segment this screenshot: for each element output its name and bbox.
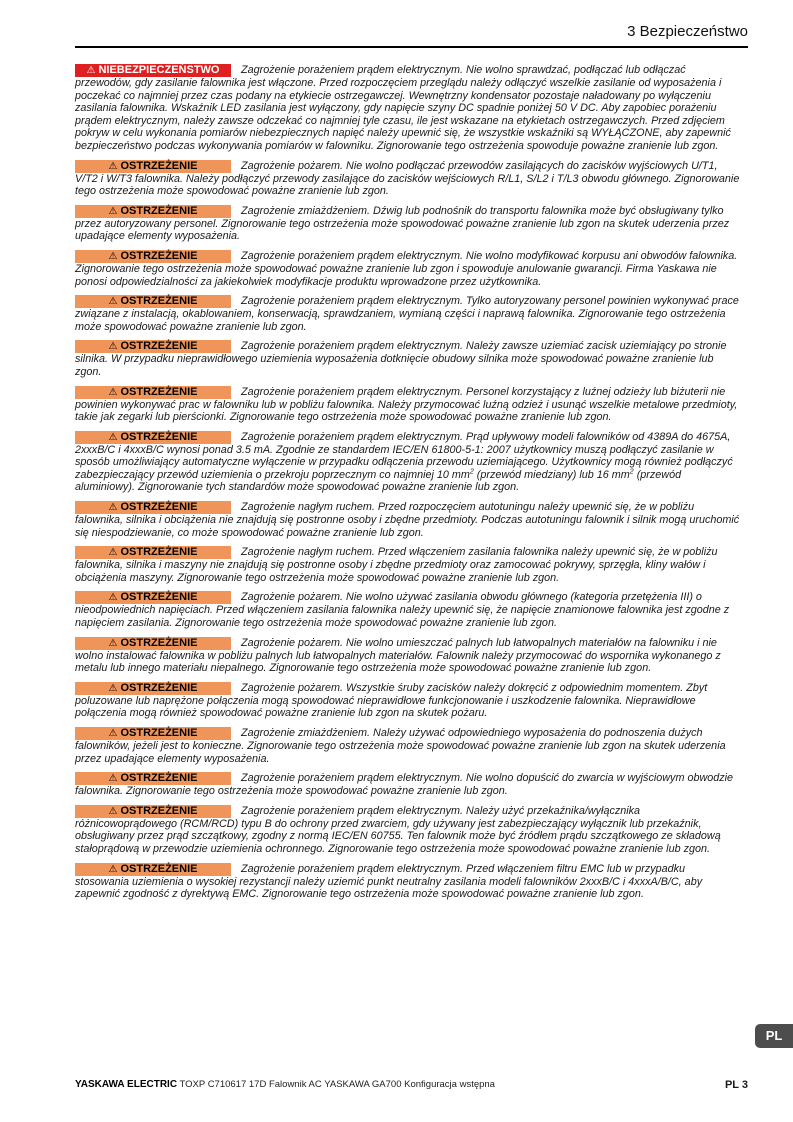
warning-text: Zagrożenie pożarem. Nie wolno podłączać przewodów zasilających do zacisków wyjściowych U/T1, V/T2 i W/T3 falownika. Należy podłączyć przewody zasilające do zacisków wejściowych R/L1, S/L2 i T/L3 obwodu głównego. Zignorowanie tego ostrzeżenia może spowodować poważne zranienie lub zgon. — [75, 159, 740, 198]
warning-badge — [75, 205, 231, 218]
warning-text: Zagrożenie zmiażdżeniem. Dźwig lub podnośnik do transportu falownika może być obsługiwany tylko przez autoryzowany personel. Zignorowanie tego ostrzeżenia może spowodować poważne zranienie lub zgon na skutek uderzenia przez upadające elementy wyposażenia. — [75, 204, 730, 243]
warning-text: Zagrożenie porażeniem prądem elektrycznym. Nie wolno dopuścić do zwarcia w wyjściowym obwodzie falownika. Zignorowanie tego ostrzeżenia może spowodować poważne zranienie lub zgon. — [75, 772, 734, 798]
badge-label: OSTRZEŻENIE — [120, 681, 198, 694]
language-tab: PL — [755, 1024, 793, 1048]
warning-badge — [75, 772, 231, 785]
warning-block — [75, 637, 741, 675]
warning-block — [75, 205, 741, 243]
warning-badge — [75, 386, 231, 399]
warning-triangle-icon: ⚠ — [108, 341, 118, 353]
warning-block — [75, 501, 741, 539]
warning-triangle-icon: ⚠ — [108, 296, 118, 308]
warning-text: Zagrożenie porażeniem prądem elektrycznym. Przed włączeniem filtru EMC lub w przypadku stosowania uziemienia o wysokiej rezystancji należy uziemić punkt neutralny zasilania modeli falowników 2xxxB/C i 4xxxA/B/C, aby zapewnić zgodność z dyrektywą EMC. Zignorowanie tego ostrzeżenia może spowodować poważne zranienie lub zgon. — [75, 862, 703, 901]
warning-badge — [75, 805, 231, 818]
warning-block — [75, 591, 741, 629]
badge-label: OSTRZEŻENIE — [120, 591, 198, 604]
warning-text: Zagrożenie nagłym ruchem. Przed rozpoczęciem autotuningu należy upewnić się, że w pobliżu falownika, silnika i obciążenia nie znajdują się postronne osoby i zbędne przedmioty. Podczas autotuningu falownik i silnik mogą uruchomić się niespodziewanie, co może spowodować poważne zranienie lub zgon. — [75, 501, 740, 539]
warning-block — [75, 682, 741, 720]
badge-label: OSTRZEŻENIE — [120, 546, 198, 559]
warning-block — [75, 295, 741, 333]
warning-triangle-icon: ⚠ — [108, 773, 118, 785]
warning-triangle-icon: ⚠ — [108, 805, 118, 817]
safety-warnings-list — [75, 64, 741, 908]
warning-block — [75, 340, 741, 378]
warning-badge — [75, 682, 231, 695]
warning-text: Zagrożenie zmiażdżeniem. Należy używać odpowiedniego wyposażenia do podnoszenia dużych falowników, jeżeli jest to konieczne. Zignorowanie tego ostrzeżenia może spowodować poważne zranienie lub zgon na skutek uderzenia przez upadające elementy wyposażenia. — [75, 727, 726, 765]
warning-triangle-icon: ⚠ — [108, 547, 118, 559]
warning-block — [75, 250, 741, 288]
warning-text: Zagrożenie porażeniem prądem elektrycznym. Personel korzystający z luźnej odzieży lub biżuterii nie powinien wykonywać prac w falowniku lub w pobliżu falownika. Należy przymocować luźną odzież i usunąć wszelkie metalowe przedmioty, takie jak zegarki lub pierścionki. Zignorowanie tego ostrzeżenia może spowodować poważne zranienie lub zgon. — [75, 385, 738, 424]
badge-label: OSTRZEŻENIE — [120, 204, 198, 217]
warning-badge — [75, 295, 231, 308]
warning-badge — [75, 160, 231, 173]
warning-text: Zagrożenie porażeniem prądem elektrycznym. Należy użyć przekaźnika/wyłącznika różnicowoprądowego (RCM/RCD) typu B do ochrony przed zwarciem, gdy używany jest zabezpieczający wyłącznik lub przekaźnik, obsługiwany przez prąd szczątkowy, zgodny z normą IEC/EN 60755. Ten falownik może być źródłem prądu szczątkowego ze składową stałoprądową w przewodzie uziemienia ochronnego. Zignorowanie tego ostrzeżenia może spowodować poważne zranienie lub zgon. — [75, 804, 721, 855]
badge-label: OSTRZEŻENIE — [120, 636, 198, 649]
superscript: 2 — [469, 468, 474, 476]
section-title: 3 Bezpieczeństwo — [627, 23, 748, 40]
badge-label: OSTRZEŻENIE — [120, 340, 198, 353]
page-header — [75, 20, 748, 48]
warning-text: Zagrożenie pożarem. Nie wolno umieszczać palnych lub łatwopalnych materiałów na falowniku i nie wolno instalować falownika w pobliżu palnych lub łatwopalnych materiałów. Falownik należy przymocować do wspornika wykonanego z metalu lub innego materiału niepalnego. Zignorowanie tego ostrzeżenia może spowodować poważne zranienie lub zgon. — [75, 636, 721, 675]
warning-block — [75, 431, 741, 494]
warning-block — [75, 772, 741, 798]
warning-badge — [75, 431, 231, 444]
warning-triangle-icon: ⚠ — [86, 65, 96, 76]
warning-text: Zagrożenie pożarem. Nie wolno używać zasilania obwodu głównego (kategoria przetężenia III) o nieodpowiednich napięciach. Przed włączeniem zasilania falownika należy upewnić się, że napięcie znamionowe falownika jest zgodne z napięciem zasilania. Zignorowanie tego ostrzeżenia może spowodować poważne zranienie lub zgon. — [75, 591, 730, 630]
badge-label: OSTRZEŻENIE — [120, 862, 198, 875]
warning-text: Zagrożenie porażeniem prądem elektrycznym. Tylko autoryzowany personel powinien wykonywać prace związane z instalacją, okablowaniem, konserwacją, sprawdzaniem, wymianą części i naprawą falownika. Zignorowanie tego ostrzeżenia może spowodować poważne zranienie lub zgon. — [75, 295, 739, 333]
badge-label: OSTRZEŻENIE — [120, 249, 198, 262]
warning-text: Zagrożenie porażeniem prądem elektrycznym. Prąd upływowy modeli falowników od 4389A do 4675A, 2xxxB/C i 4xxxB/C wynosi ponad 3.5 mA. Zgodnie ze standardem IEC/EN 61800-5-1: 2007 użytkownicy muszą podłączyć zasilanie w sposób umożliwiający automatyczne wyłączenie w przypadku odłączenia przewodu uziemiającego. Użytkownicy mogą również podłączyć zabezpieczający przewód uziemienia o przekroju poprzecznym co najmniej 10 mm — [75, 430, 733, 481]
warning-badge — [75, 637, 231, 650]
warning-triangle-icon: ⚠ — [108, 863, 118, 875]
warning-block — [75, 546, 741, 584]
warning-triangle-icon: ⚠ — [108, 728, 118, 739]
footer-doc-info: TOXP C710617 17D Falownik AC YASKAWA GA700 Konfiguracja wstępna — [179, 1079, 495, 1090]
badge-label: OSTRZEŻENIE — [120, 385, 198, 398]
warning-text: Zagrożenie porażeniem prądem elektrycznym. Należy zawsze uziemiać zacisk uziemiający po stronie silnika. W przypadku nieprawidłowego uziemienia wyposażenia dotknięcie obudowy silnika może spowodować poważne zranienie lub zgon. — [75, 340, 727, 378]
warning-text: (przewód miedziany) lub 16 mm — [473, 468, 630, 481]
badge-label: OSTRZEŻENIE — [120, 772, 198, 785]
warning-triangle-icon: ⚠ — [108, 205, 118, 217]
badge-label: OSTRZEŻENIE — [120, 804, 198, 817]
badge-label: OSTRZEŻENIE — [120, 430, 198, 443]
warning-triangle-icon: ⚠ — [108, 386, 118, 398]
badge-label: OSTRZEŻENIE — [120, 501, 198, 514]
warning-block — [75, 64, 741, 153]
warning-triangle-icon: ⚠ — [108, 250, 118, 262]
warning-text: Zagrożenie nagłym ruchem. Przed włączeniem zasilania falownika należy upewnić się, że w pobliżu falownika, silnika i maszyny nie znajdują się postronne osoby i zbędne przedmioty oraz zamocować pokrywy, sprzęgła, kliny wałów i obciążenia maszyny. Zignorowanie tego ostrzeżenia może spowodować poważne zranienie lub zgon. — [75, 546, 718, 584]
superscript: 2 — [629, 468, 634, 476]
warning-text: Zagrożenie porażeniem prądem elektrycznym. Nie wolno sprawdzać, podłączać lub odłączać przewodów, gdy zasilanie falownika jest włączone. Przed rozpoczęciem przeglądu należy odłączyć wszelkie zasilanie od wyposażenia i poczekać co najmniej przez czas podany na etykiecie ostrzegawczej. Wewnętrzny kondensator pozostaje naładowany po wyłączeniu zasilania falownika. Wskaźnik LED zasilania jest wyłączony, gdy napięcie szyny DC spadnie poniżej 50 V DC. Aby zapobiec porażeniu prądem elektrycznym, należy zawsze odczekać co najmniej tyle czasu, ile jest wskazane na etykietach ostrzegawczych. Przed zdjęciem pokryw w celu wykonania pomiarów niebezpiecznych napięć należy upewnić się, że wszystkie wskaźniki są WYŁĄCZONE, aby zapewnić bezpieczeństwo podczas wykonywania pomiarów w falowniku. Zignorowanie tego ostrzeżenia spowoduje poważne zranienie lub zgon. — [75, 64, 731, 152]
badge-label: OSTRZEŻENIE — [120, 727, 198, 739]
warning-block — [75, 863, 741, 901]
warning-triangle-icon: ⚠ — [108, 160, 118, 172]
danger-badge — [75, 64, 231, 77]
warning-triangle-icon: ⚠ — [108, 637, 118, 649]
warning-badge — [75, 501, 231, 514]
warning-triangle-icon: ⚠ — [108, 431, 118, 443]
warning-triangle-icon: ⚠ — [108, 592, 118, 604]
warning-badge — [75, 591, 231, 604]
warning-triangle-icon: ⚠ — [108, 682, 118, 694]
footer-brand: YASKAWA ELECTRIC — [75, 1079, 178, 1090]
warning-text: Zagrożenie pożarem. Wszystkie śruby zacisków należy dokręcić z odpowiednim momentem. Zbyt poluzowane lub naprężone połączenia mogą spowodować nieprawidłowe funkcjonowanie i uszkodzenie falownika. Nieprawidłowe połączenia mogą również spowodować poważne zranienie lub zgon na skutek pożaru. — [75, 681, 708, 720]
badge-label: NIEBEZPIECZEŃSTWO — [98, 64, 220, 76]
warning-block — [75, 727, 741, 765]
warning-block — [75, 805, 741, 856]
warning-text: (przewód aluminiowy). Zignorowanie tych standardów może spowodować poważne zranienie lub zgon. — [75, 468, 682, 494]
badge-label: OSTRZEŻENIE — [120, 295, 198, 308]
warning-badge — [75, 727, 231, 740]
warning-badge — [75, 863, 231, 876]
warning-block — [75, 386, 741, 424]
badge-label: OSTRZEŻENIE — [120, 159, 198, 172]
warning-block — [75, 160, 741, 198]
page-footer — [75, 1077, 748, 1093]
warning-badge — [75, 340, 231, 353]
warning-badge — [75, 546, 231, 559]
warning-text: Zagrożenie porażeniem prądem elektrycznym. Nie wolno modyfikować korpusu ani obwodów falownika. Zignorowanie tego ostrzeżenia może spowodować poważne zranienie lub zgon i spowoduje anulowanie gwarancji. Firma Yaskawa nie ponosi odpowiedzialności za jakiekolwiek modyfikacje produktu wprowadzone przez użytkownika. — [75, 249, 738, 288]
page-number: PL 3 — [724, 1079, 748, 1091]
warning-badge — [75, 250, 231, 263]
warning-triangle-icon: ⚠ — [108, 502, 118, 514]
